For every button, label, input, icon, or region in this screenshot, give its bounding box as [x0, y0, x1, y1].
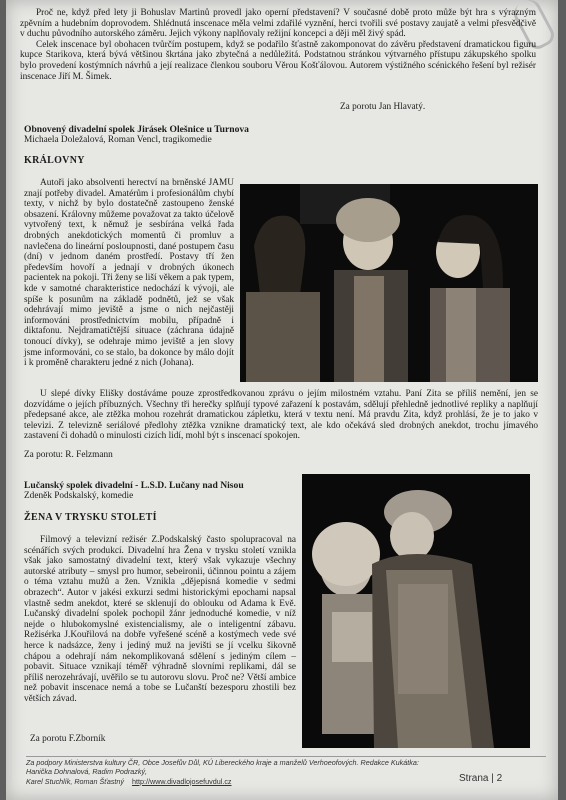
- review1-title: KRÁLOVNY: [24, 155, 85, 166]
- zena-photo-graphic: [302, 474, 530, 748]
- review2-paragraph-1: Filmový a televizní režisér Z.Podskalský často spolupracoval na scénářích svých produkcí. Divadelní hra Žena v trysku století vznikla však jako samostatný divadelní text, který však vykazuje všechny autorské atributy – smysl pro humor, sebeironii, účinnou pointu a zájem o téma vztahu mužů a žen. Vznikla „dějepisná komedie v sedmi obrazech“. Autor v jakési exkurzi sedmi historickými epochami napsal vlastně sedm anekdot, které se sklenují do oblouku od Adama k Evě. Lučanský divadelní spolek pochopil žánr jednoduché komedie, v níž nejde o hlubokomyslné existencialismy, ale o inteligentní zábavu. Režisérka J.Kouřilová na dobře vyřešené scéně a kostýmech vede své herce k nadsázce, ženy i jediný muž na jevišti se jí vcelku šikovně chápou a odehrají nám nekomplikovaná sdělení s jediným cílem – pobavit. Situace vznikají téměř výhradně slovními replikami, dál se příliš nerozehrávají, uvěřilo se tu autorovu slovu. Proč ne? Větší ambice než pobavit inscenace nemá a tobe se Lučanští bezesporu zhostili bez větších závad.: [24, 535, 296, 704]
- page-number: Strana | 2: [459, 773, 503, 784]
- review1-paragraph-2: U slepé dívky Elišky dostáváme pouze zprostředkovanou zprávu o jejím milostném vztahu. Paní Zita se příliš nemění, jen se dozvídáme o jejích příbuzných. Všechny tři herečky splňují typové zařazení k postavám, sdělují přehledně jednotlivé repliky a naplňují předepsané akce, ale ztěžka mohou rozehrát dramatickou zápletku, která v textu není. Má pravdu Zita, když prohlásí, že je to jako v televizi. Z televizně seriálové předlohy ztěžka vznikne dramatický text, ale kdo očekává sled drobných anekdot, trochu jímavého zastavení či dohadů o minulosti cizích lidí, mohl být s inscenací spokojen.: [24, 389, 538, 442]
- footer-editors-text: Karel Stuchlík, Roman Šťastný: [26, 776, 125, 786]
- review2-signature: Za porotu F.Zborník: [30, 734, 106, 744]
- website-link[interactable]: http://www.divadlojosefuvdul.cz: [132, 776, 232, 786]
- review1-company: Obnovený divadelní spolek Jirásek Olešnice u Turnova: [24, 124, 249, 135]
- review1-body-left: [24, 178, 234, 369]
- review1-signature: Za porotu: R. Felzmann: [24, 450, 113, 460]
- document-page: [6, 0, 558, 800]
- review1-authors: Michaela Doležalová, Roman Vencl, tragikomedie: [24, 135, 212, 145]
- footer-support-text: Za podpory Ministerstva kultury ČR, Obce Josefův Důl, KÚ Libereckého kraje a manželů Verhoeofových. Redakce Kukátka: Hanička Dohnalová, Radim Podrazký,: [26, 758, 419, 777]
- review1-body-full: [24, 389, 538, 442]
- intro-signature: Za porotu Jan Hlavatý.: [340, 102, 426, 112]
- review2-authors: Zdeněk Podskalský, komedie: [24, 491, 134, 501]
- queens-stage-photo: [240, 184, 538, 382]
- footer-divider: [26, 756, 546, 757]
- intro-paragraph-1: Proč ne, když před lety ji Bohuslav Martinů provedl jako operní představení? V současné době proto může být hra s výrazným zpěvním a hudebním doprovodem. Shlédnutá inscenace měla velmi zdařilé vyznění, herci tvořili své postavy zaujatě a velmi přesvědčivě v duchu původního autorského záměru. Jejich výkony naplňovaly režijní koncepci a ději měl živý spád.: [20, 8, 536, 40]
- review2-title: ŽENA V TRYSKU STOLETÍ: [24, 512, 157, 523]
- review1-paragraph-1: Autoři jako absolventi herectví na brněnské JAMU znají potřeby divadel. Amatérům i profesionálům chybí texty, v nichž by bylo dostatečně zastoupeno ženské obsazení. Královny můžeme považovat za takto účelově vytvořený text, k němuž je sesbírána velká řada drobných anekdotických momentů či promluv a navlečena do lineární posloupnosti, dané postupem času (dní) v jednom daném prostředí. Postavy tří žen především hovoří a jednají v drobných úkonech pacientek na pokoji. Tři ženy se liší věkem a pak typem, kde v samotné charakteristice nedochází k vývoji, ale spíše k posunům na základě podnětů, jež se však odehrávají mimo jeviště a jsme o nich nejčastěji informováni prostřednictvím mobilu, případně i diktafonu. Nejdramatičtější situace (záchrana údajně tonoucí dívky), se odehraje mimo jeviště a jen slovy jsme informováni, co se stalo, ba dokonce by málo dojít i k proměně charakteru jedné z nich (Johana).: [24, 178, 234, 369]
- review2-body: [24, 535, 296, 705]
- review2-company: Lučanský spolek divadelní - L.S.D. Lučany nad Nisou: [24, 480, 244, 491]
- intro-paragraph-2: Celek inscenace byl obohacen tvůrčím postupem, když se podařilo šťastně zakomponovat do závěru představení dramatickou figuru kupce Starikova, která bývá většinou škrtána jako zbytečná a nedůležitá. Podstatnou stránkou výtvarného přístupu zákupského spolku bylo provedení kostýmních návrhů a její realizace členkou souboru Věrou Košťálovou. Autorem výstižného scénického řešení byl režisér inscenace Jiří M. Šimek.: [20, 39, 536, 82]
- zena-stage-photo: [302, 474, 530, 748]
- queens-photo-graphic: [240, 184, 538, 382]
- intro-text: [20, 8, 536, 82]
- footer-credits: [26, 758, 446, 786]
